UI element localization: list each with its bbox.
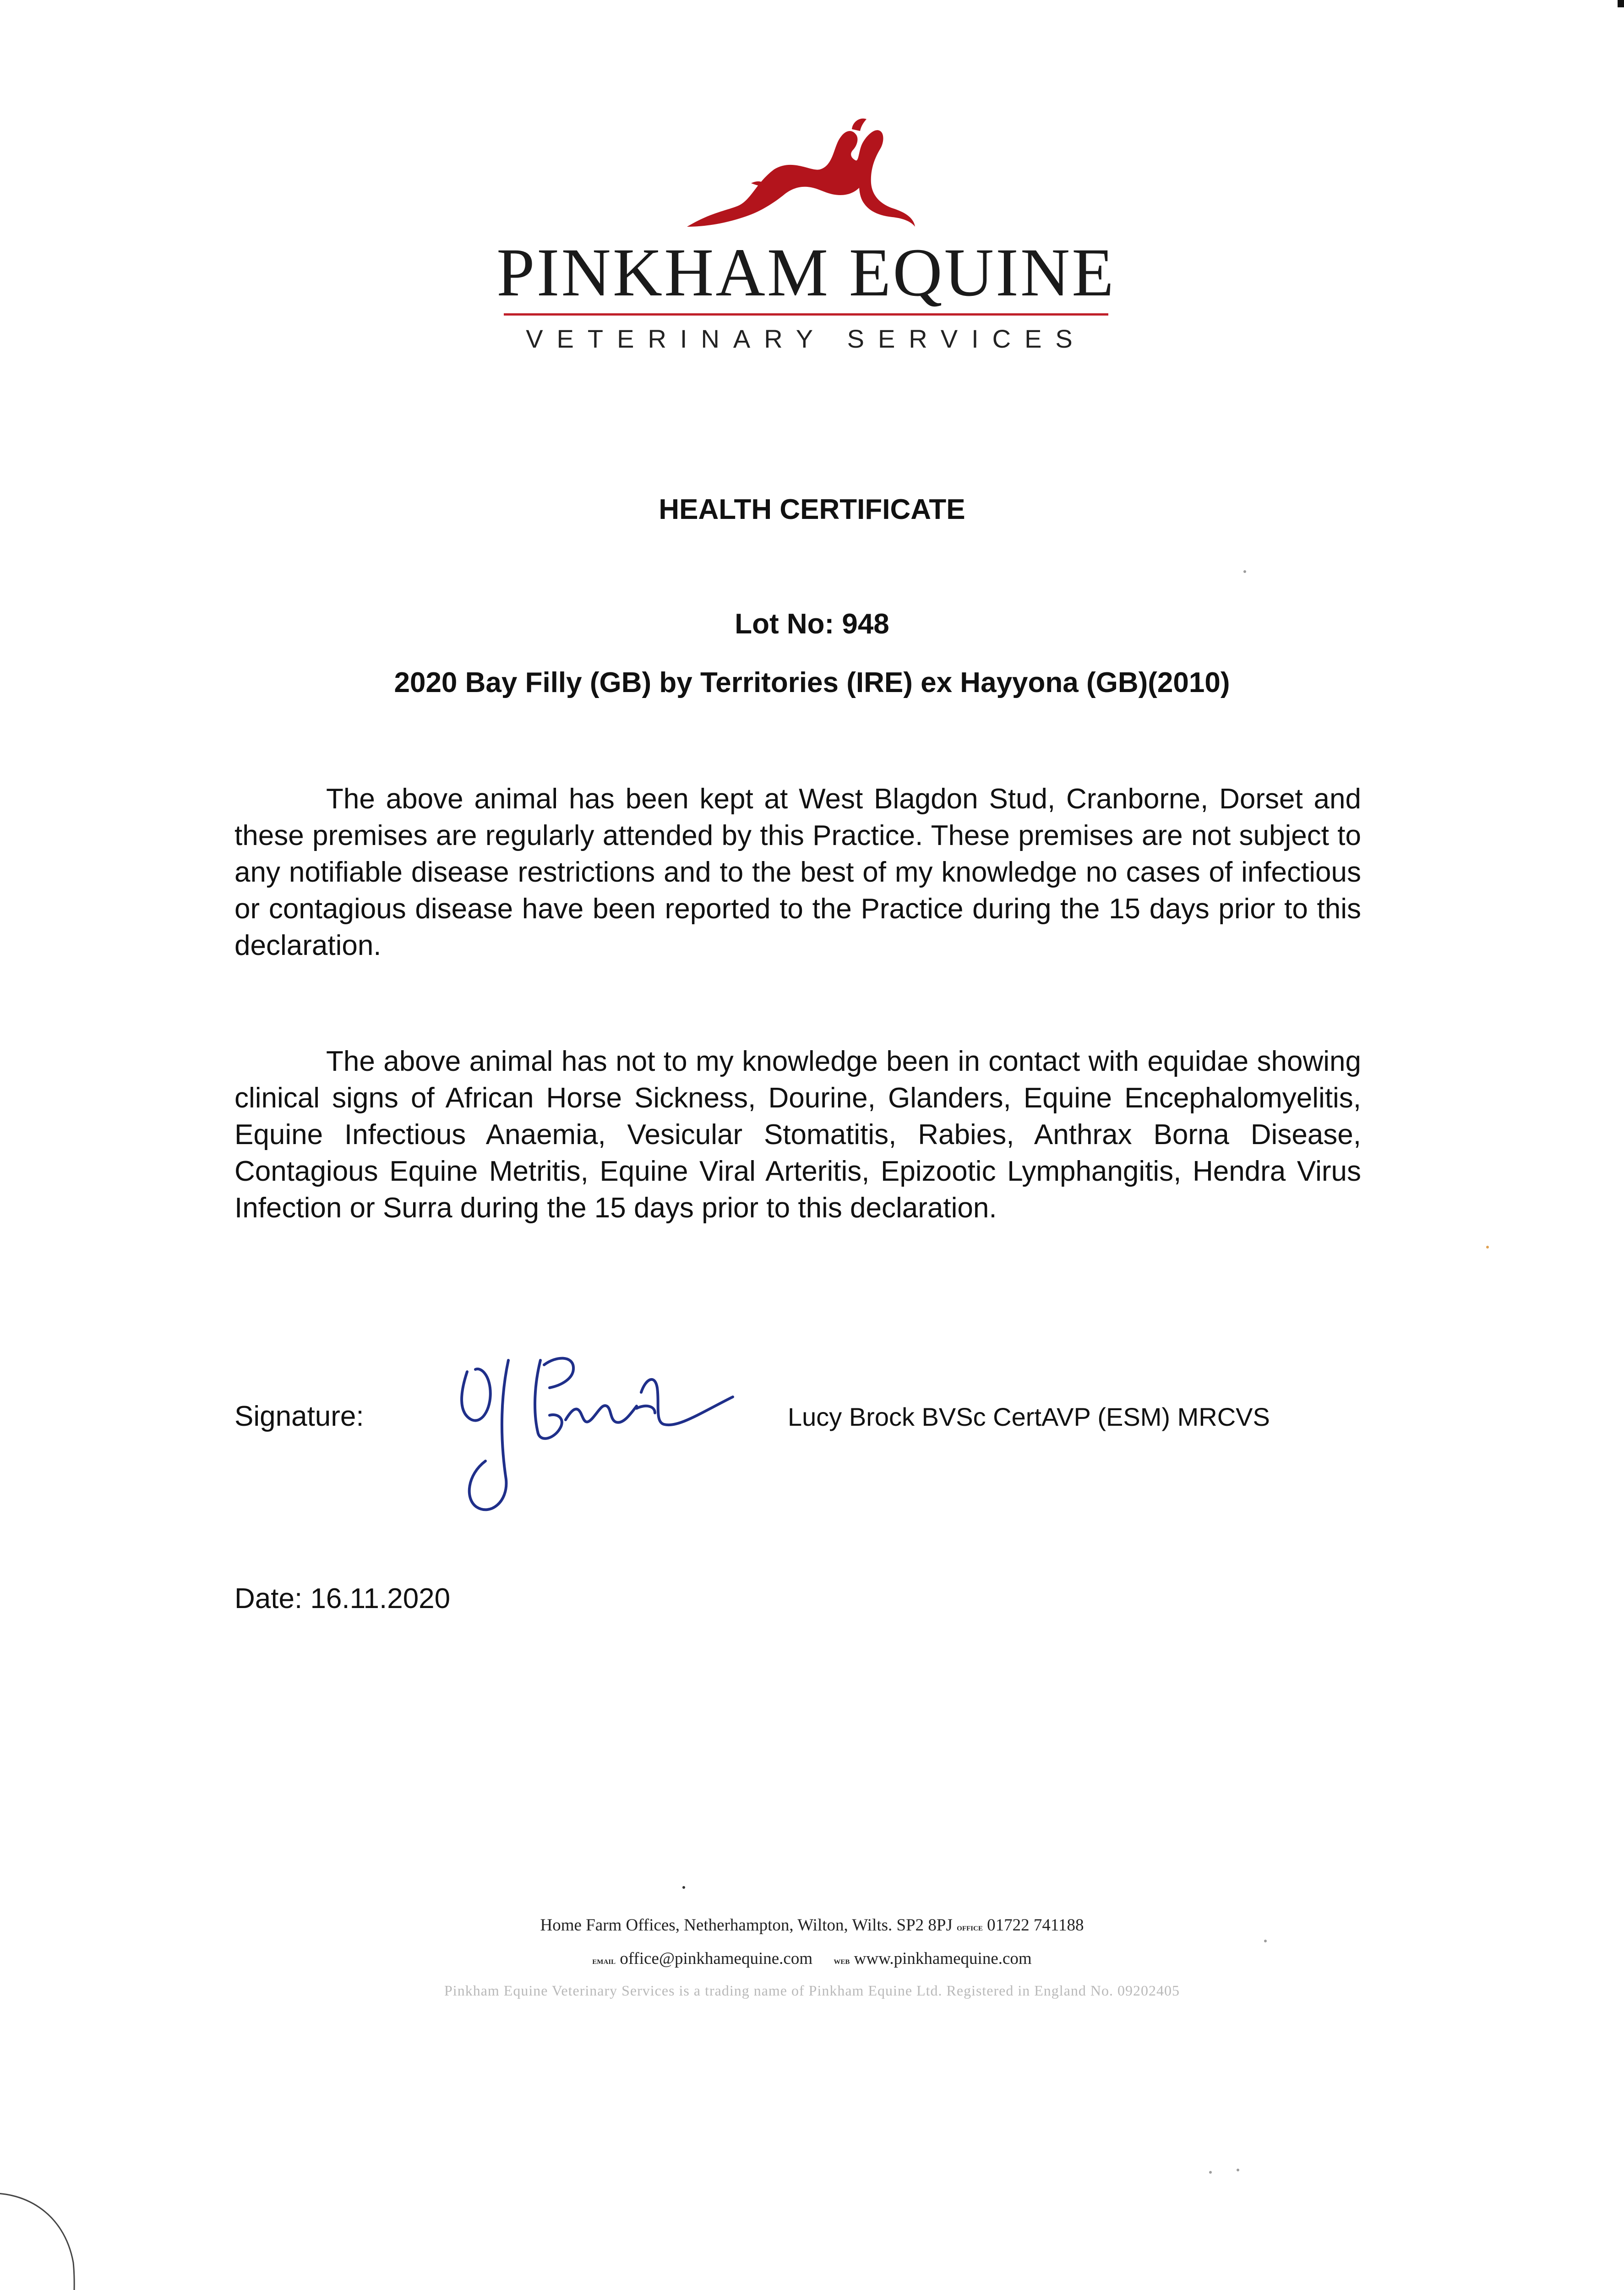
brand-subtitle: VETERINARY SERVICES xyxy=(526,324,1086,353)
footer-contact-line xyxy=(0,1950,1624,1967)
scan-speck xyxy=(1486,1246,1489,1249)
scan-speck xyxy=(1237,2169,1239,2171)
footer-address-line xyxy=(0,1917,1624,1934)
scan-speck xyxy=(1243,570,1246,573)
date-line xyxy=(234,1585,450,1613)
footer-office-label: office xyxy=(957,1921,983,1933)
footer-address: Home Farm Offices, Netherhampton, Wilton, Wilts. SP2 8PJ xyxy=(540,1916,953,1935)
declaration-paragraph-diseases: The above animal has not to my knowledge been in contact with equidae showing clinical signs of African Horse Sickness, Dourine, Glanders, Equine Encephalomyelitis, Equine Infectious Anaemia, Vesicular Stomatitis, Rabies, Anthrax Borna Disease, Contagious Equine Metritis, Equine Viral Arteritis, Epizootic Lymphangitis, Hendra Virus Infection or Surra during the 15 days prior to this declaration. xyxy=(234,1046,1361,1224)
footer-registration: Pinkham Equine Veterinary Services is a trading name of Pinkham Equine Ltd. Registered in England No. 09202405 xyxy=(444,1982,1180,1999)
footer-web-label: web xyxy=(834,1955,850,1966)
date-label: Date: xyxy=(234,1583,303,1614)
brand-name: PINKHAM EQUINE xyxy=(496,234,1116,311)
footer-office-phone: 01722 741188 xyxy=(987,1916,1084,1935)
signatory-name: Lucy Brock BVSc CertAVP (ESM) MRCVS xyxy=(788,1402,1270,1431)
footer-email: office@pinkhamequine.com xyxy=(620,1949,813,1968)
page-corner-fold xyxy=(0,2171,101,2290)
certificate-title: HEALTH CERTIFICATE xyxy=(659,494,965,525)
scan-speck xyxy=(682,1886,685,1889)
scan-speck xyxy=(1209,2171,1212,2174)
lot-number: Lot No: 948 xyxy=(735,608,889,640)
footer-web: www.pinkhamequine.com xyxy=(854,1949,1032,1968)
signature-label: Signature: xyxy=(234,1401,364,1432)
brand-divider xyxy=(504,313,1108,316)
horse-description: 2020 Bay Filly (GB) by Territories (IRE) ex Hayyona (GB)(2010) xyxy=(394,667,1230,698)
horse-logo-icon xyxy=(682,114,921,252)
edge-mark xyxy=(1618,0,1624,7)
footer-email-label: email xyxy=(592,1955,616,1966)
declaration-paragraph-premises: The above animal has been kept at West Blagdon Stud, Cranborne, Dorset and these premises are regularly attended by this Practice. These premises are not subject to any notifiable disease restrictions and to the best of my knowledge no cases of infectious or contagious disease have been reported to the Practice during the 15 days prior to this declaration. xyxy=(234,783,1361,961)
scan-speck xyxy=(1264,1940,1267,1942)
handwritten-signature xyxy=(440,1328,742,1521)
date-value: 16.11.2020 xyxy=(310,1583,451,1614)
